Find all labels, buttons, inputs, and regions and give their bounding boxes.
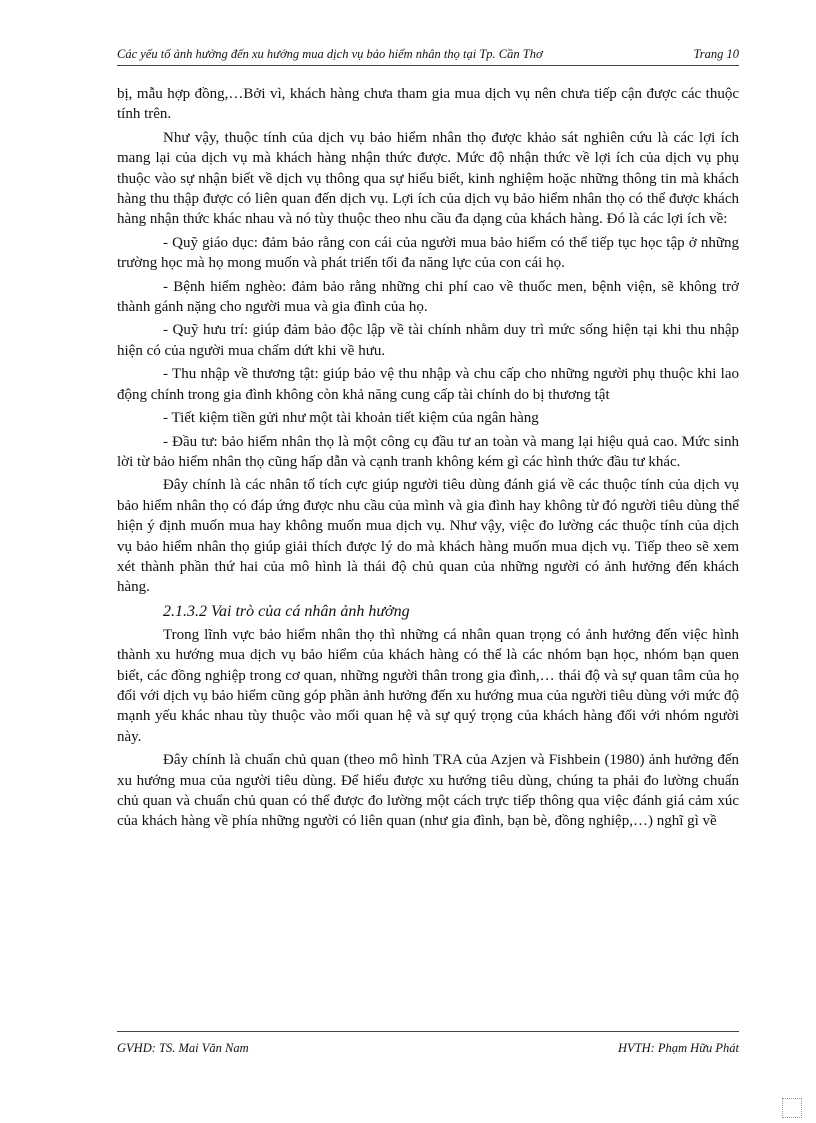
advisor-name: GVHD: TS. Mai Văn Nam [117, 1041, 249, 1055]
bullet-item: - Tiết kiệm tiền gửi như một tài khoản tiết kiệm của ngân hàng [163, 410, 539, 427]
paragraph: Như vậy, thuộc tính của dịch vụ bảo hiểm nhân thọ được khảo sát nghiên cứu là các lợi ích mang lại của dịch vụ mà khách hàng nhận thức được. Mức độ nhận thức về lợi ích của dịch vụ phụ thuộc vào sự nhận biết về dịch vụ thông qua sự hiểu biết, kinh nghiệm hoặc những thông tin mà khách hàng thu thập được có liên quan đến dịch vụ. Lợi ích của dịch vụ bảo hiểm nhân thọ có thể được khách hàng nhận thức khác nhau và nó tùy thuộc theo nhu cầu đa dạng của khách hàng. Đó là các lợi ích về: [117, 129, 739, 228]
page-footer [117, 1031, 739, 1056]
page-header [117, 47, 739, 66]
bullet-item: - Đầu tư: bảo hiểm nhân thọ là một công cụ đầu tư an toàn và mang lại hiệu quả cao. Mức sinh lời từ bảo hiểm nhân thọ cũng hấp dẫn và cạnh tranh không kém gì các hình thức đầu tư khác. [117, 433, 739, 470]
paragraph: bị, mẫu hợp đồng,…Bởi vì, khách hàng chưa tham gia mua dịch vụ nên chưa tiếp cận được các thuộc tính trên. [117, 86, 739, 123]
corner-mark [782, 1098, 802, 1118]
document-title: Các yếu tố ảnh hưởng đến xu hướng mua dịch vụ bảo hiểm nhân thọ tại Tp. Cần Thơ [117, 47, 543, 61]
page-body [117, 84, 739, 835]
page-number: Trang 10 [693, 47, 739, 61]
bullet-item: - Quỹ hưu trí: giúp đảm bảo độc lập về tài chính nhằm duy trì mức sống hiện tại khi thu nhập hiện có của người mua chấm dứt khi về hưu. [117, 322, 739, 359]
student-name: HVTH: Phạm Hữu Phát [617, 1041, 739, 1055]
section-heading: 2.1.3.2 Vai trò của cá nhân ảnh hưởng [163, 602, 410, 620]
bullet-item: - Bệnh hiểm nghèo: đảm bảo rằng những chi phí cao về thuốc men, bệnh viện, sẽ không trở thành gánh nặng cho người mua và gia đình của họ. [117, 278, 739, 316]
paragraph: Đây chính là các nhân tố tích cực giúp người tiêu dùng đánh giá về các thuộc tính của dịch vụ bảo hiểm nhân thọ có đáp ứng được nhu cầu của mình và gia đình hay không từ đó người tiêu dùng thể hiện ý định muốn mua hay không muốn mua dịch vụ. Như vậy, việc đo lường các thuộc tính của dịch vụ bảo hiểm nhân thọ giúp giải thích được lý do mà khách hàng muốn mua dịch vụ. Tiếp theo sẽ xem xét thành phần thứ hai của mô hình là thái độ chủ quan của những người có ảnh hưởng đến khách hàng. [117, 477, 739, 596]
bullet-item: - Quỹ giáo dục: đảm bảo rằng con cái của người mua bảo hiểm có thể tiếp tục học tập ở những trường học mà họ mong muốn và phát triển tối đa năng lực của con cái họ. [117, 234, 739, 272]
paragraph: Đây chính là chuẩn chủ quan (theo mô hình TRA của Azjen và Fishbein (1980) ảnh hưởng đến xu hướng mua của người tiêu dùng. Để hiểu được xu hướng tiêu dùng, chúng ta phải đo lường chuẩn chủ quan và chuẩn chủ quan có thể được đo lường một cách trực tiếp thông qua việc đánh giá cảm xúc của khách hàng về phía những người có liên quan (như gia đình, bạn bè, đồng nghiệp,…) nghĩ gì về [117, 752, 739, 830]
bullet-item: - Thu nhập về thương tật: giúp bảo vệ thu nhập và chu cấp cho những người phụ thuộc khi lao động chính trong gia đình không còn khả năng cung cấp tài chính do bị thương tật [117, 366, 739, 403]
paragraph: Trong lĩnh vực bảo hiểm nhân thọ thì những cá nhân quan trọng có ảnh hưởng đến việc hình thành xu hướng mua dịch vụ bảo hiểm của khách hàng có thể là các nhóm bạn học, nhóm bạn quen biết, các đồng nghiệp trong cơ quan, những người thân trong gia đình,… thái độ và sự quan tâm của họ đối với dịch vụ bảo hiểm cũng góp phần ảnh hưởng đến xu hướng mua của người tiêu dùng với mức độ mạnh yếu khác nhau tùy thuộc vào mối quan hệ và sự quý trọng của khách hàng đối với nhóm người này. [117, 626, 739, 745]
